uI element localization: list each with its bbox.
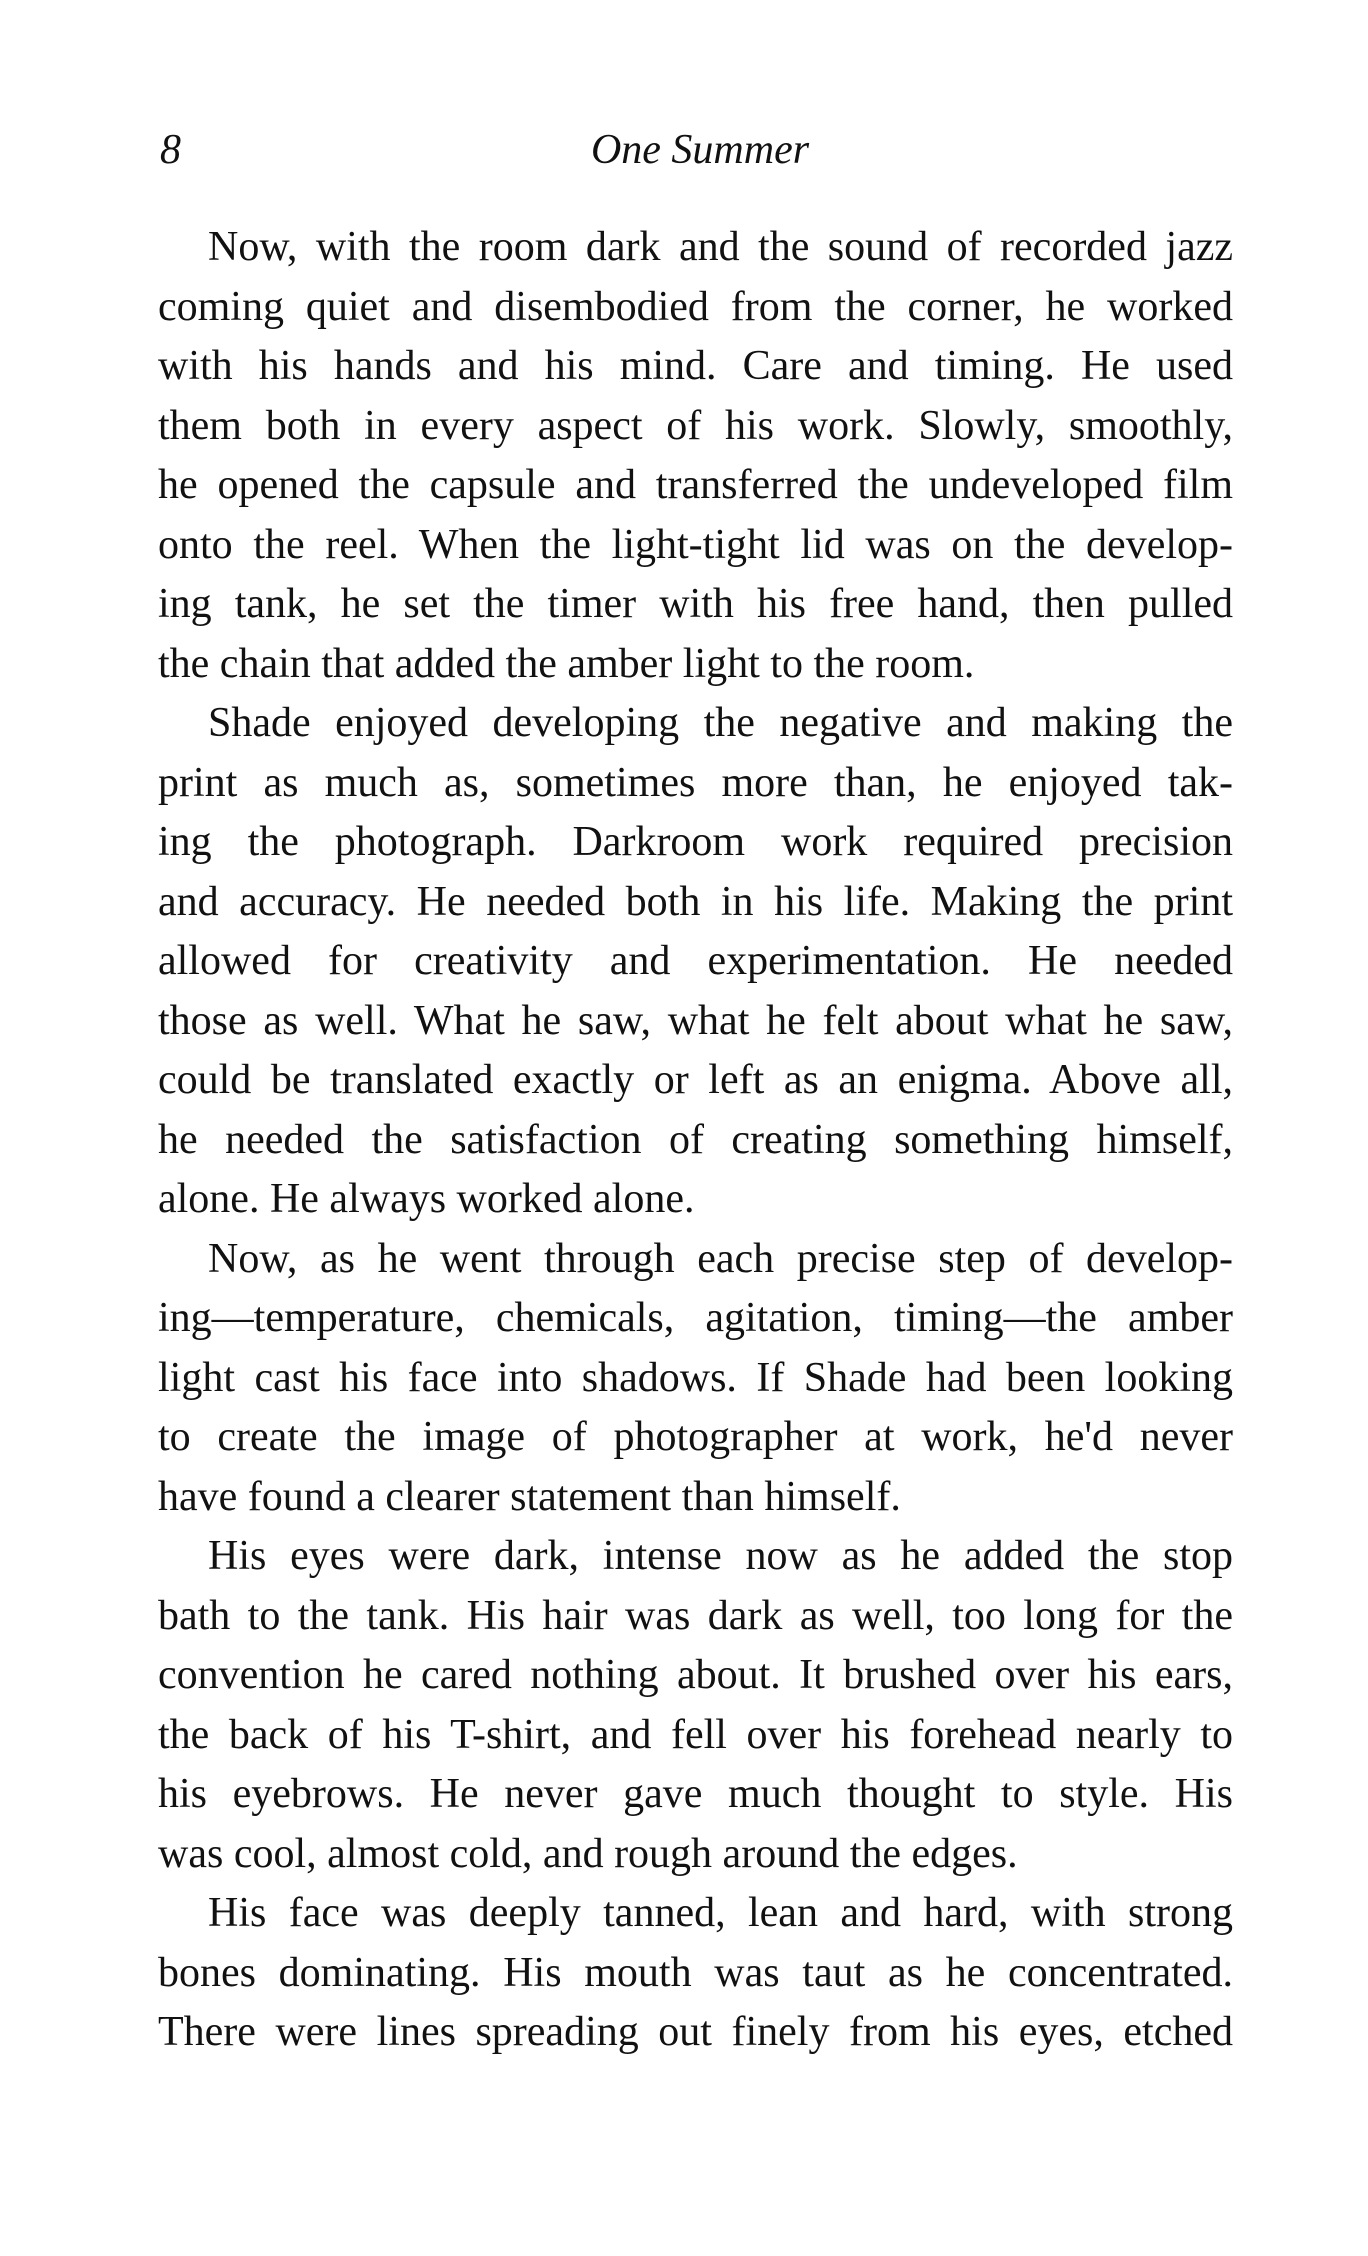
text-line: print as much as, sometimes more than, he enjoyed tak- bbox=[158, 759, 1233, 806]
text-line: have found a clearer statement than himself. bbox=[158, 1473, 901, 1520]
text-line: ing—temperature, chemicals, agitation, timing—the amber bbox=[158, 1295, 1233, 1341]
body-text bbox=[158, 218, 1233, 2063]
text-line: coming quiet and disembodied from the corner, he worked bbox=[158, 283, 1233, 330]
text-line: Shade enjoyed developing the negative and making the bbox=[208, 700, 1233, 746]
book-title: One Summer bbox=[590, 127, 810, 173]
text-line: ing the photograph. Darkroom work required precision bbox=[158, 819, 1233, 865]
text-line: he opened the capsule and transferred the undeveloped film bbox=[158, 462, 1233, 508]
text-line: the back of his T-shirt, and fell over his forehead nearly to bbox=[158, 1711, 1233, 1758]
text-line: and accuracy. He needed both in his life. Making the print bbox=[158, 878, 1233, 925]
text-line: the chain that added the amber light to the room. bbox=[158, 640, 975, 687]
text-line: There were lines spreading out finely from his eyes, etched bbox=[158, 2009, 1233, 2055]
text-line: bones dominating. His mouth was taut as he concentrated. bbox=[158, 1949, 1233, 1996]
text-line: onto the reel. When the light-tight lid was on the develop- bbox=[158, 521, 1233, 568]
text-line: Now, with the room dark and the sound of recorded jazz bbox=[208, 224, 1233, 270]
text-line: he needed the satisfaction of creating something himself, bbox=[158, 1116, 1233, 1163]
text-line: to create the image of photographer at work, he'd never bbox=[158, 1414, 1233, 1460]
text-line: convention he cared nothing about. It brushed over his ears, bbox=[158, 1652, 1233, 1698]
text-line: with his hands and his mind. Care and timing. He used bbox=[158, 343, 1233, 389]
text-line: them both in every aspect of his work. Slowly, smoothly, bbox=[158, 402, 1233, 449]
running-head bbox=[160, 120, 1240, 180]
text-line: alone. He always worked alone. bbox=[158, 1176, 695, 1222]
text-line: allowed for creativity and experimentation. He needed bbox=[158, 938, 1233, 984]
text-line: bath to the tank. His hair was dark as well, too long for the bbox=[158, 1592, 1233, 1639]
text-line: His eyes were dark, intense now as he added the stop bbox=[208, 1533, 1233, 1579]
text-line: Now, as he went through each precise step of develop- bbox=[208, 1235, 1233, 1282]
page-number: 8 bbox=[160, 127, 181, 173]
text-line: ing tank, he set the timer with his free hand, then pulled bbox=[158, 581, 1233, 627]
text-line: could be translated exactly or left as an enigma. Above all, bbox=[158, 1057, 1233, 1103]
text-line: His face was deeply tanned, lean and hard, with strong bbox=[208, 1890, 1233, 1936]
text-line: was cool, almost cold, and rough around the edges. bbox=[158, 1830, 1018, 1877]
text-line: light cast his face into shadows. If Shade had been looking bbox=[158, 1354, 1233, 1401]
text-line: those as well. What he saw, what he felt about what he saw, bbox=[158, 997, 1233, 1044]
text-line: his eyebrows. He never gave much thought to style. His bbox=[158, 1771, 1233, 1817]
